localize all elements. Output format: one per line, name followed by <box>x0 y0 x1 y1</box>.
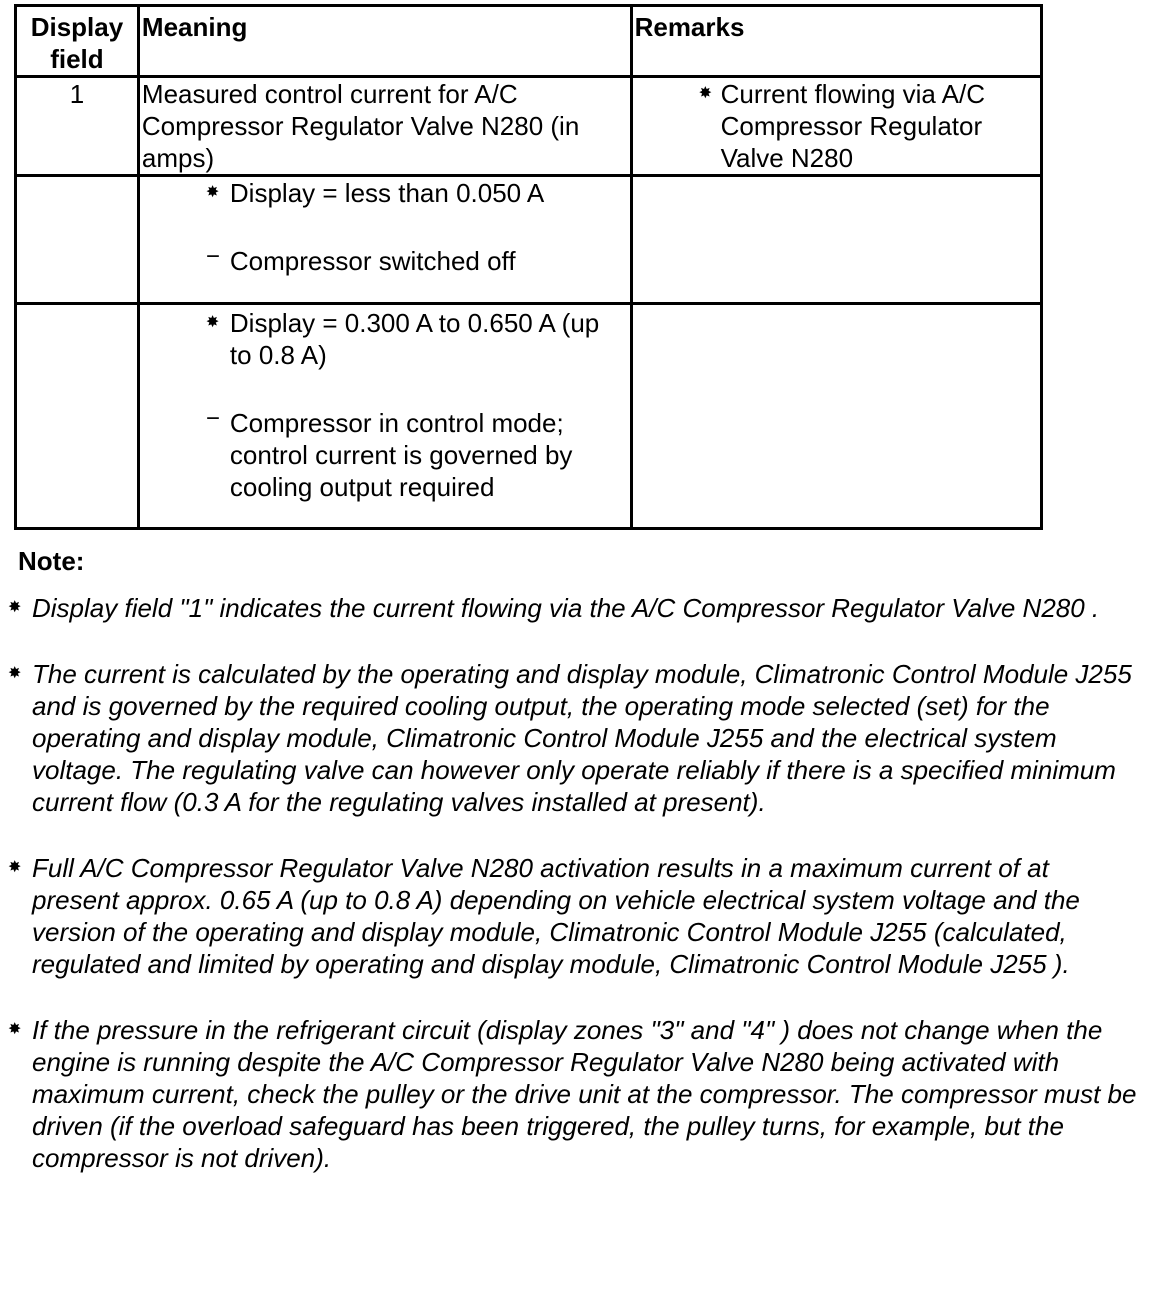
bullet-icon: ✸ <box>8 599 22 616</box>
display-value-text: Display = 0.300 A to 0.650 A (up to 0.8 A) <box>229 308 600 370</box>
empty-cell <box>631 176 1041 304</box>
bullet-icon: ✸ <box>8 665 22 682</box>
note-item <box>8 592 1138 624</box>
compressor-state-bullet <box>142 245 628 277</box>
empty-cell <box>631 304 1041 529</box>
table-row <box>16 304 1042 529</box>
remark-text: Current flowing via A/C Compressor Regulator Valve N280 <box>720 79 986 173</box>
bullet-icon: ✸ <box>8 859 22 876</box>
bullet-icon: ✸ <box>205 184 220 201</box>
note-text: The current is calculated by the operating and display module, Climatronic Control Module J255 and is governed by the required cooling output, the operating mode selected (set) for the operating and display module, Climatronic Control Module J255 and the electrical system voltage. The regulating valve can however only operate reliably if there is a specified minimum current flow (0.3 A for the regulating valves installed at present). <box>32 659 1132 817</box>
compressor-state-text: Compressor switched off <box>229 246 516 276</box>
dash-icon: − <box>205 243 220 270</box>
empty-cell <box>16 176 139 304</box>
header-remarks: Remarks <box>631 6 1041 77</box>
bullet-icon: ✸ <box>8 1021 22 1038</box>
note-heading: Note: <box>18 546 85 576</box>
compressor-state-bullet <box>142 407 628 503</box>
compressor-state-text: Compressor in control mode; control current is governed by cooling output required <box>229 408 573 502</box>
remark-cell <box>631 77 1041 176</box>
display-value-text: Display = less than 0.050 A <box>229 178 545 208</box>
note-item <box>8 658 1138 818</box>
display-value-bullet <box>142 177 628 209</box>
table-row <box>16 77 1042 176</box>
note-item <box>8 1014 1138 1174</box>
display-field-table <box>14 4 1043 530</box>
notes-list <box>8 592 1138 1208</box>
header-display-field: Display field <box>16 6 139 77</box>
empty-cell <box>16 304 139 529</box>
note-text: Display field "1" indicates the current flowing via the A/C Compressor Regulator Valve N280 . <box>32 593 1100 623</box>
note-item <box>8 852 1138 980</box>
display-field-number: 1 <box>16 77 139 176</box>
meaning-text: Measured control current for A/C Compressor Regulator Valve N280 (in amps) <box>138 77 631 176</box>
dash-icon: − <box>205 405 220 432</box>
bullet-icon: ✸ <box>205 314 220 331</box>
remark-bullet <box>635 78 1038 174</box>
table-row <box>16 176 1042 304</box>
bullet-icon: ✸ <box>698 85 712 102</box>
condition-cell <box>138 304 631 529</box>
note-text: If the pressure in the refrigerant circuit (display zones "3" and "4" ) does not change when the engine is running despite the A/C Compressor Regulator Valve N280 being activated with maximum current, check the pulley or the drive unit at the compressor. The compressor must be driven (if the overload safeguard has been triggered, the pulley turns, for example, but the compressor is not driven). <box>32 1015 1137 1173</box>
note-text: Full A/C Compressor Regulator Valve N280 activation results in a maximum current of at present approx. 0.65 A (up to 0.8 A) depending on vehicle electrical system voltage and the version of the operating and display module, Climatronic Control Module J255 (calculated, regulated and limited by operating and display module, Climatronic Control Module J255 ). <box>32 853 1080 979</box>
display-value-bullet <box>142 307 628 371</box>
table-header-row <box>16 6 1042 77</box>
header-meaning: Meaning <box>138 6 631 77</box>
condition-cell <box>138 176 631 304</box>
